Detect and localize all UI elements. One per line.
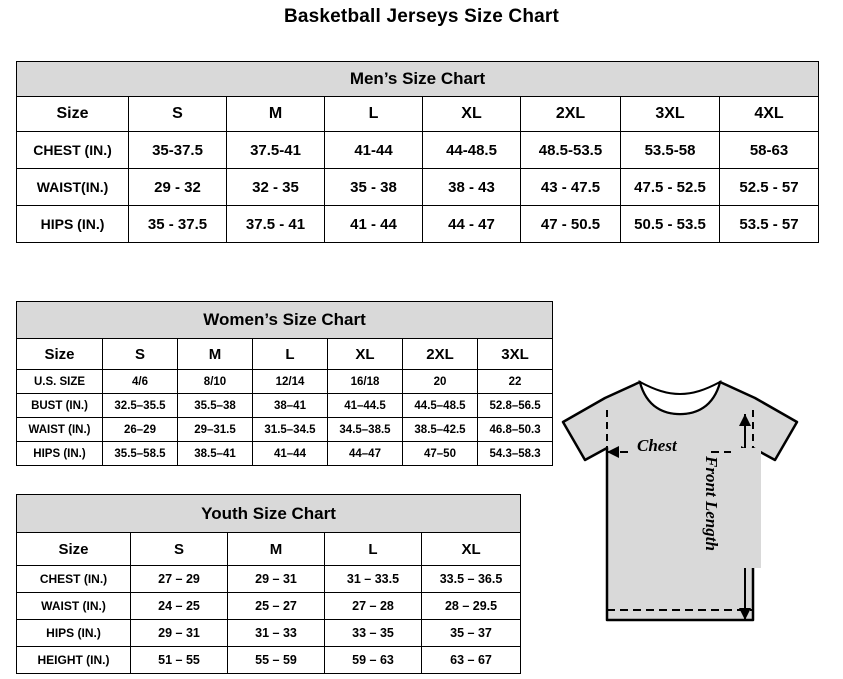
table-cell: 35 – 37 (422, 620, 521, 647)
column-header: 2XL (521, 97, 621, 132)
table-cell: 52.5 - 57 (720, 169, 819, 206)
page-title: Basketball Jerseys Size Chart (283, 6, 560, 27)
table-cell: 59 – 63 (325, 647, 422, 674)
column-header: M (228, 533, 325, 566)
table-cell: 58-63 (720, 132, 819, 169)
column-header: S (103, 339, 178, 370)
table-caption-row (17, 495, 521, 533)
column-header: Size (17, 533, 131, 566)
table-row (17, 132, 819, 169)
table-cell: 48.5-53.5 (521, 132, 621, 169)
row-label: CHEST (IN.) (17, 132, 129, 169)
table-cell: 52.8–56.5 (478, 394, 553, 418)
table-row (17, 394, 553, 418)
table-cell: 43 - 47.5 (521, 169, 621, 206)
table-cell: 32 - 35 (227, 169, 325, 206)
table-cell: 29 - 32 (129, 169, 227, 206)
front-length-measure-label: Front Length (702, 456, 721, 551)
table-cell: 38.5–41 (178, 442, 253, 466)
table-row (17, 169, 819, 206)
table-caption-row (17, 62, 819, 97)
table-cell: 47 - 50.5 (521, 206, 621, 243)
table-cell: 29 – 31 (131, 620, 228, 647)
row-label: HIPS (IN.) (17, 442, 103, 466)
column-header: 3XL (478, 339, 553, 370)
table-cell: 41–44 (253, 442, 328, 466)
table-cell: 38–41 (253, 394, 328, 418)
column-header: 3XL (621, 97, 720, 132)
jersey-measurement-diagram (545, 352, 835, 662)
table-cell: 41-44 (325, 132, 423, 169)
column-header: L (325, 97, 423, 132)
column-header: M (178, 339, 253, 370)
table-cell: 31 – 33 (228, 620, 325, 647)
row-label: WAIST (IN.) (17, 593, 131, 620)
table-cell: 63 – 67 (422, 647, 521, 674)
table-cell: 41 - 44 (325, 206, 423, 243)
table-row (17, 442, 553, 466)
table-cell: 24 – 25 (131, 593, 228, 620)
table-cell: 37.5 - 41 (227, 206, 325, 243)
row-label: HEIGHT (IN.) (17, 647, 131, 674)
table-cell: 35.5–58.5 (103, 442, 178, 466)
column-header: S (129, 97, 227, 132)
table-cell: 44 - 47 (423, 206, 521, 243)
table-cell: 34.5–38.5 (328, 418, 403, 442)
table-row (17, 370, 553, 394)
table-row (17, 647, 521, 674)
jersey-illustration-icon (545, 352, 835, 662)
table-row (17, 418, 553, 442)
table-cell: 38.5–42.5 (403, 418, 478, 442)
table-cell: 46.8–50.3 (478, 418, 553, 442)
table-cell: 12/14 (253, 370, 328, 394)
table-cell: 51 – 55 (131, 647, 228, 674)
column-header: M (227, 97, 325, 132)
row-label: WAIST (IN.) (17, 418, 103, 442)
table-cell: 8/10 (178, 370, 253, 394)
table-cell: 38 - 43 (423, 169, 521, 206)
youth-size-chart-table (16, 494, 521, 674)
table-cell: 28 – 29.5 (422, 593, 521, 620)
column-header: Size (17, 97, 129, 132)
table-cell: 35 - 38 (325, 169, 423, 206)
table-cell: 47.5 - 52.5 (621, 169, 720, 206)
table-cell: 29 – 31 (228, 566, 325, 593)
table-header-row (17, 97, 819, 132)
table-cell: 53.5-58 (621, 132, 720, 169)
column-header: L (253, 339, 328, 370)
row-label: WAIST(IN.) (17, 169, 129, 206)
row-label: CHEST (IN.) (17, 566, 131, 593)
column-header: XL (422, 533, 521, 566)
womens-chart-caption: Women’s Size Chart (17, 302, 553, 339)
table-cell: 4/6 (103, 370, 178, 394)
table-cell: 54.3–58.3 (478, 442, 553, 466)
table-cell: 29–31.5 (178, 418, 253, 442)
table-cell: 16/18 (328, 370, 403, 394)
table-row (17, 593, 521, 620)
column-header: XL (328, 339, 403, 370)
table-cell: 35-37.5 (129, 132, 227, 169)
table-cell: 27 – 28 (325, 593, 422, 620)
table-cell: 22 (478, 370, 553, 394)
table-cell: 37.5-41 (227, 132, 325, 169)
column-header: XL (423, 97, 521, 132)
table-row (17, 620, 521, 647)
table-cell: 55 – 59 (228, 647, 325, 674)
column-header: Size (17, 339, 103, 370)
column-header: L (325, 533, 422, 566)
table-cell: 41–44.5 (328, 394, 403, 418)
table-row (17, 566, 521, 593)
table-cell: 35.5–38 (178, 394, 253, 418)
table-cell: 44–47 (328, 442, 403, 466)
table-cell: 32.5–35.5 (103, 394, 178, 418)
column-header: S (131, 533, 228, 566)
womens-size-chart-table (16, 301, 553, 466)
column-header: 4XL (720, 97, 819, 132)
table-cell: 33 – 35 (325, 620, 422, 647)
table-cell: 27 – 29 (131, 566, 228, 593)
table-header-row (17, 533, 521, 566)
table-cell: 33.5 – 36.5 (422, 566, 521, 593)
table-header-row (17, 339, 553, 370)
mens-size-chart-table (16, 61, 819, 243)
table-row (17, 206, 819, 243)
table-cell: 31 – 33.5 (325, 566, 422, 593)
table-cell: 44.5–48.5 (403, 394, 478, 418)
table-cell: 50.5 - 53.5 (621, 206, 720, 243)
table-cell: 47–50 (403, 442, 478, 466)
row-label: U.S. SIZE (17, 370, 103, 394)
chest-measure-label: Chest (637, 436, 677, 455)
table-cell: 53.5 - 57 (720, 206, 819, 243)
row-label: HIPS (IN.) (17, 206, 129, 243)
mens-chart-caption: Men’s Size Chart (17, 62, 819, 97)
table-cell: 26–29 (103, 418, 178, 442)
table-cell: 20 (403, 370, 478, 394)
table-cell: 44-48.5 (423, 132, 521, 169)
table-cell: 25 – 27 (228, 593, 325, 620)
table-cell: 35 - 37.5 (129, 206, 227, 243)
row-label: BUST (IN.) (17, 394, 103, 418)
row-label: HIPS (IN.) (17, 620, 131, 647)
youth-chart-caption: Youth Size Chart (17, 495, 521, 533)
table-cell: 31.5–34.5 (253, 418, 328, 442)
table-caption-row (17, 302, 553, 339)
column-header: 2XL (403, 339, 478, 370)
